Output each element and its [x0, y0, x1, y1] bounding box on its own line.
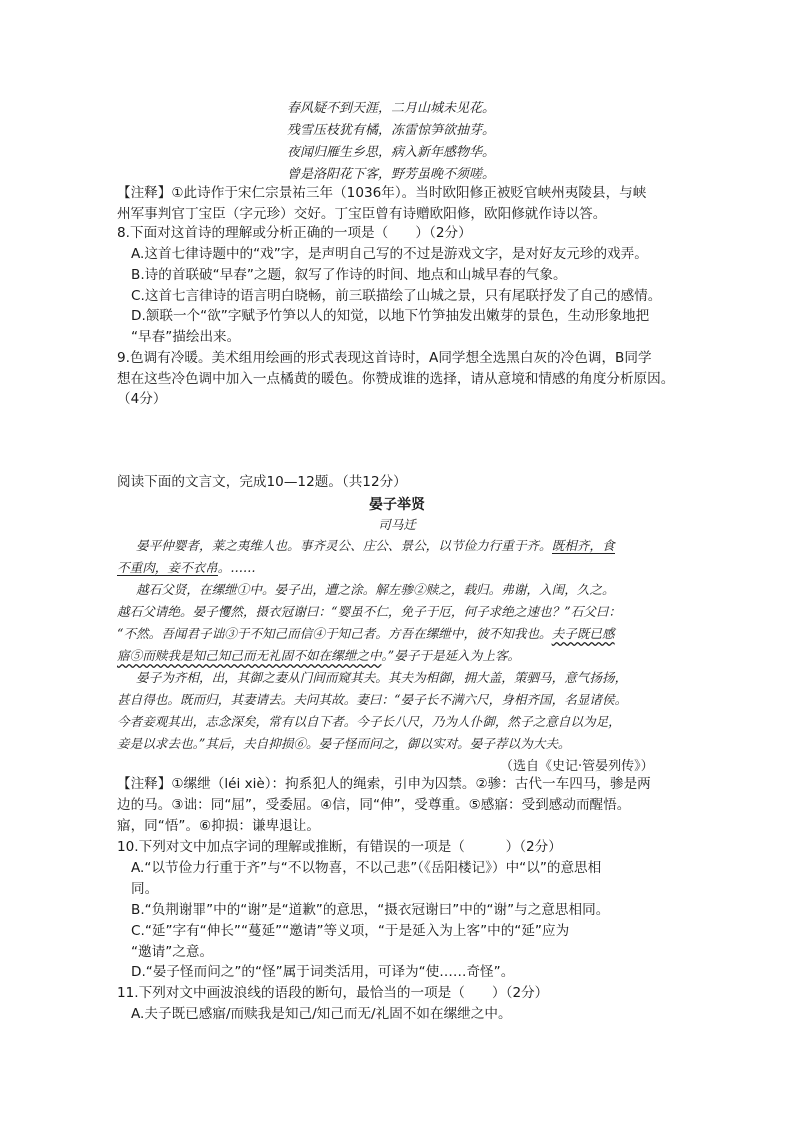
wavy-underlined-text: 夫子既已感 — [551, 626, 615, 641]
note2-line-3: 寤，同“悟”。⑥抑损：谦卑退让。 — [117, 818, 320, 834]
poem-line-2: 残雪压枝犹有橘，冻雷惊笋欲抽芽。 — [287, 123, 496, 138]
q9-line-3: （4分） — [117, 391, 167, 407]
q10-option-b: B.“负荆谢罪”中的“谢”是“道歉”的意思，“摄衣冠谢曰”中的“谢”与之意思相同。 — [131, 902, 610, 918]
poem-line-3: 夜闻归雁生乡思，病入新年感物华。 — [287, 145, 496, 160]
underlined-text: 不重肉，妾不衣帛 — [117, 560, 218, 575]
q10-option-c-line-1: C.“延”字有“伸长”“蔓延”“邀请”等义项，“于是延入为上客”中的“延”应为 — [131, 923, 570, 939]
passage-p3-line-2: 甚自得也。既而归，其妻请去。夫问其故。妻曰：“晏子长不满六尺，身相齐国，名显诸侯。 — [117, 692, 628, 707]
q11-option-a: A.夫子既已感寤/而赎我是知己/知己而无/礼固不如在缧绁之中。 — [131, 1006, 512, 1022]
passage-p2-line-4: 寤⑤而赎我是知己知己而无礼固不如在缧绁之中。”晏子于是延入为上客。 — [117, 648, 521, 663]
passage-p3-line-4: 妾是以求去也。”其后，夫自抑损⑥。晏子怪而问之，御以实对。晏子荐以为大夫。 — [117, 736, 571, 751]
poem-line-4: 曾是洛阳花下客，野芳虽晚不须嗟。 — [287, 167, 496, 182]
note2-line-2: 边的马。③诎：同“屈”，受委屈。④信，同“伸”，受尊重。⑤感寤：受到感动而醒悟。 — [117, 797, 631, 813]
q8-option-c: C.这首七言律诗的语言明白晓畅，前三联描绘了山城之景，只有尾联抒发了自己的感情。 — [131, 288, 662, 304]
passage-p1-line-1: 晏平仲婴者，莱之夷维人也。事齐灵公、庄公、景公，以节俭力行重于齐。既相齐，食 — [136, 538, 615, 553]
passage-p3-line-1: 晏子为齐相，出，其御之妻从门间而窥其夫。其夫为相御，拥大盖，策驷马，意气扬扬， — [136, 670, 628, 685]
passage-p1-line-2: 不重肉，妾不衣帛。…… — [117, 560, 256, 575]
note1-line-1: 【注释】①此诗作于宋仁宗景祐三年（1036年）。当时欧阳修正被贬官峡州夷陵县，与峡 — [117, 185, 647, 201]
passage-title: 晏子举贤 — [369, 497, 425, 513]
passage-author: 司马迁 — [378, 517, 416, 532]
wavy-underlined-text: 寤⑤而赎我是知己知己而无礼固不如在缧绁之中 — [117, 648, 382, 663]
section-intro: 阅读下面的文言文，完成10—12题。（共12分） — [117, 474, 407, 490]
q11-stem: 11.下列对文中画波浪线的语段的断句，最恰当的一项是（ ）（2分） — [117, 985, 549, 1001]
q8-option-b: B.诗的首联破“早春”之题，叙写了作诗的时间、地点和山城早春的气象。 — [131, 267, 567, 283]
passage-p2-line-1: 越石父贤，在缧绁①中。晏子出，遭之涂。解左骖②赎之，载归。弗谢，入闺，久之。 — [136, 582, 615, 597]
q8-option-a: A.这首七律诗题中的“戏”字，是声明自己写的不过是游戏文字，是对好友元珍的戏弄。 — [131, 246, 648, 262]
passage-p2-line-3: “不然。吾闻君子诎③于不知己而信④于知己者。方吾在缧绁中，彼不知我也。夫子既已感 — [117, 626, 615, 641]
q10-option-c-line-2: “邀请”之意。 — [131, 944, 214, 960]
q10-option-a-line-1: A.“以节俭力行重于齐”与“不以物喜，不以己悲”（《岳阳楼记》）中“以”的意思相 — [131, 860, 602, 876]
passage-source: （选自《史记·管晏列传》） — [500, 759, 654, 774]
passage-p3-line-3: 今者妾观其出，志念深矣，常有以自下者。今子长八尺，乃为人仆御，然子之意自以为足， — [117, 714, 621, 729]
q8-option-d-line-2: “早春”描绘出来。 — [131, 329, 241, 345]
q9-line-1: 9.色调有冷暖。美术组用绘画的形式表现这首诗时，A同学想全选黑白灰的冷色调，B同学 — [117, 350, 652, 366]
q8-stem: 8.下面对这首诗的理解或分析正确的一项是（ ）（2分） — [117, 225, 472, 241]
poem-line-1: 春风疑不到天涯，二月山城未见花。 — [287, 101, 496, 116]
q10-option-d: D.“晏子怪而问之”的“怪”属于词类活用，可译为“使……奇怪”。 — [131, 964, 515, 980]
q8-option-d-line-1: D.颔联一个“欲”字赋予竹笋以人的知觉，以地下竹笋抽发出嫩芽的景色，生动形象地把 — [131, 308, 650, 324]
underlined-text: 既相齐，食 — [551, 538, 615, 553]
note1-line-2: 州军事判官丁宝臣（字元珍）交好。丁宝臣曾有诗赠欧阳修，欧阳修就作诗以答。 — [117, 206, 607, 222]
note2-line-1: 【注释】①缧绁（léi xiè）：拘系犯人的绳索，引申为囚禁。②骖：古代一车四马，骖是两 — [117, 776, 651, 792]
q10-stem: 10.下列对文中加点字词的理解或推断，有错误的一项是（ ）（2分） — [117, 839, 562, 855]
q10-option-a-line-2: 同。 — [131, 881, 159, 897]
q9-line-2: 想在这些冷色调中加入一点橘黄的暖色。你赞成谁的选择，请从意境和情感的角度分析原因。 — [117, 371, 675, 387]
passage-p2-line-2: 越石父请绝。晏子戄然，摄衣冠谢曰：“婴虽不仁，免子于厄，何子求绝之速也？”石父曰： — [117, 604, 622, 619]
